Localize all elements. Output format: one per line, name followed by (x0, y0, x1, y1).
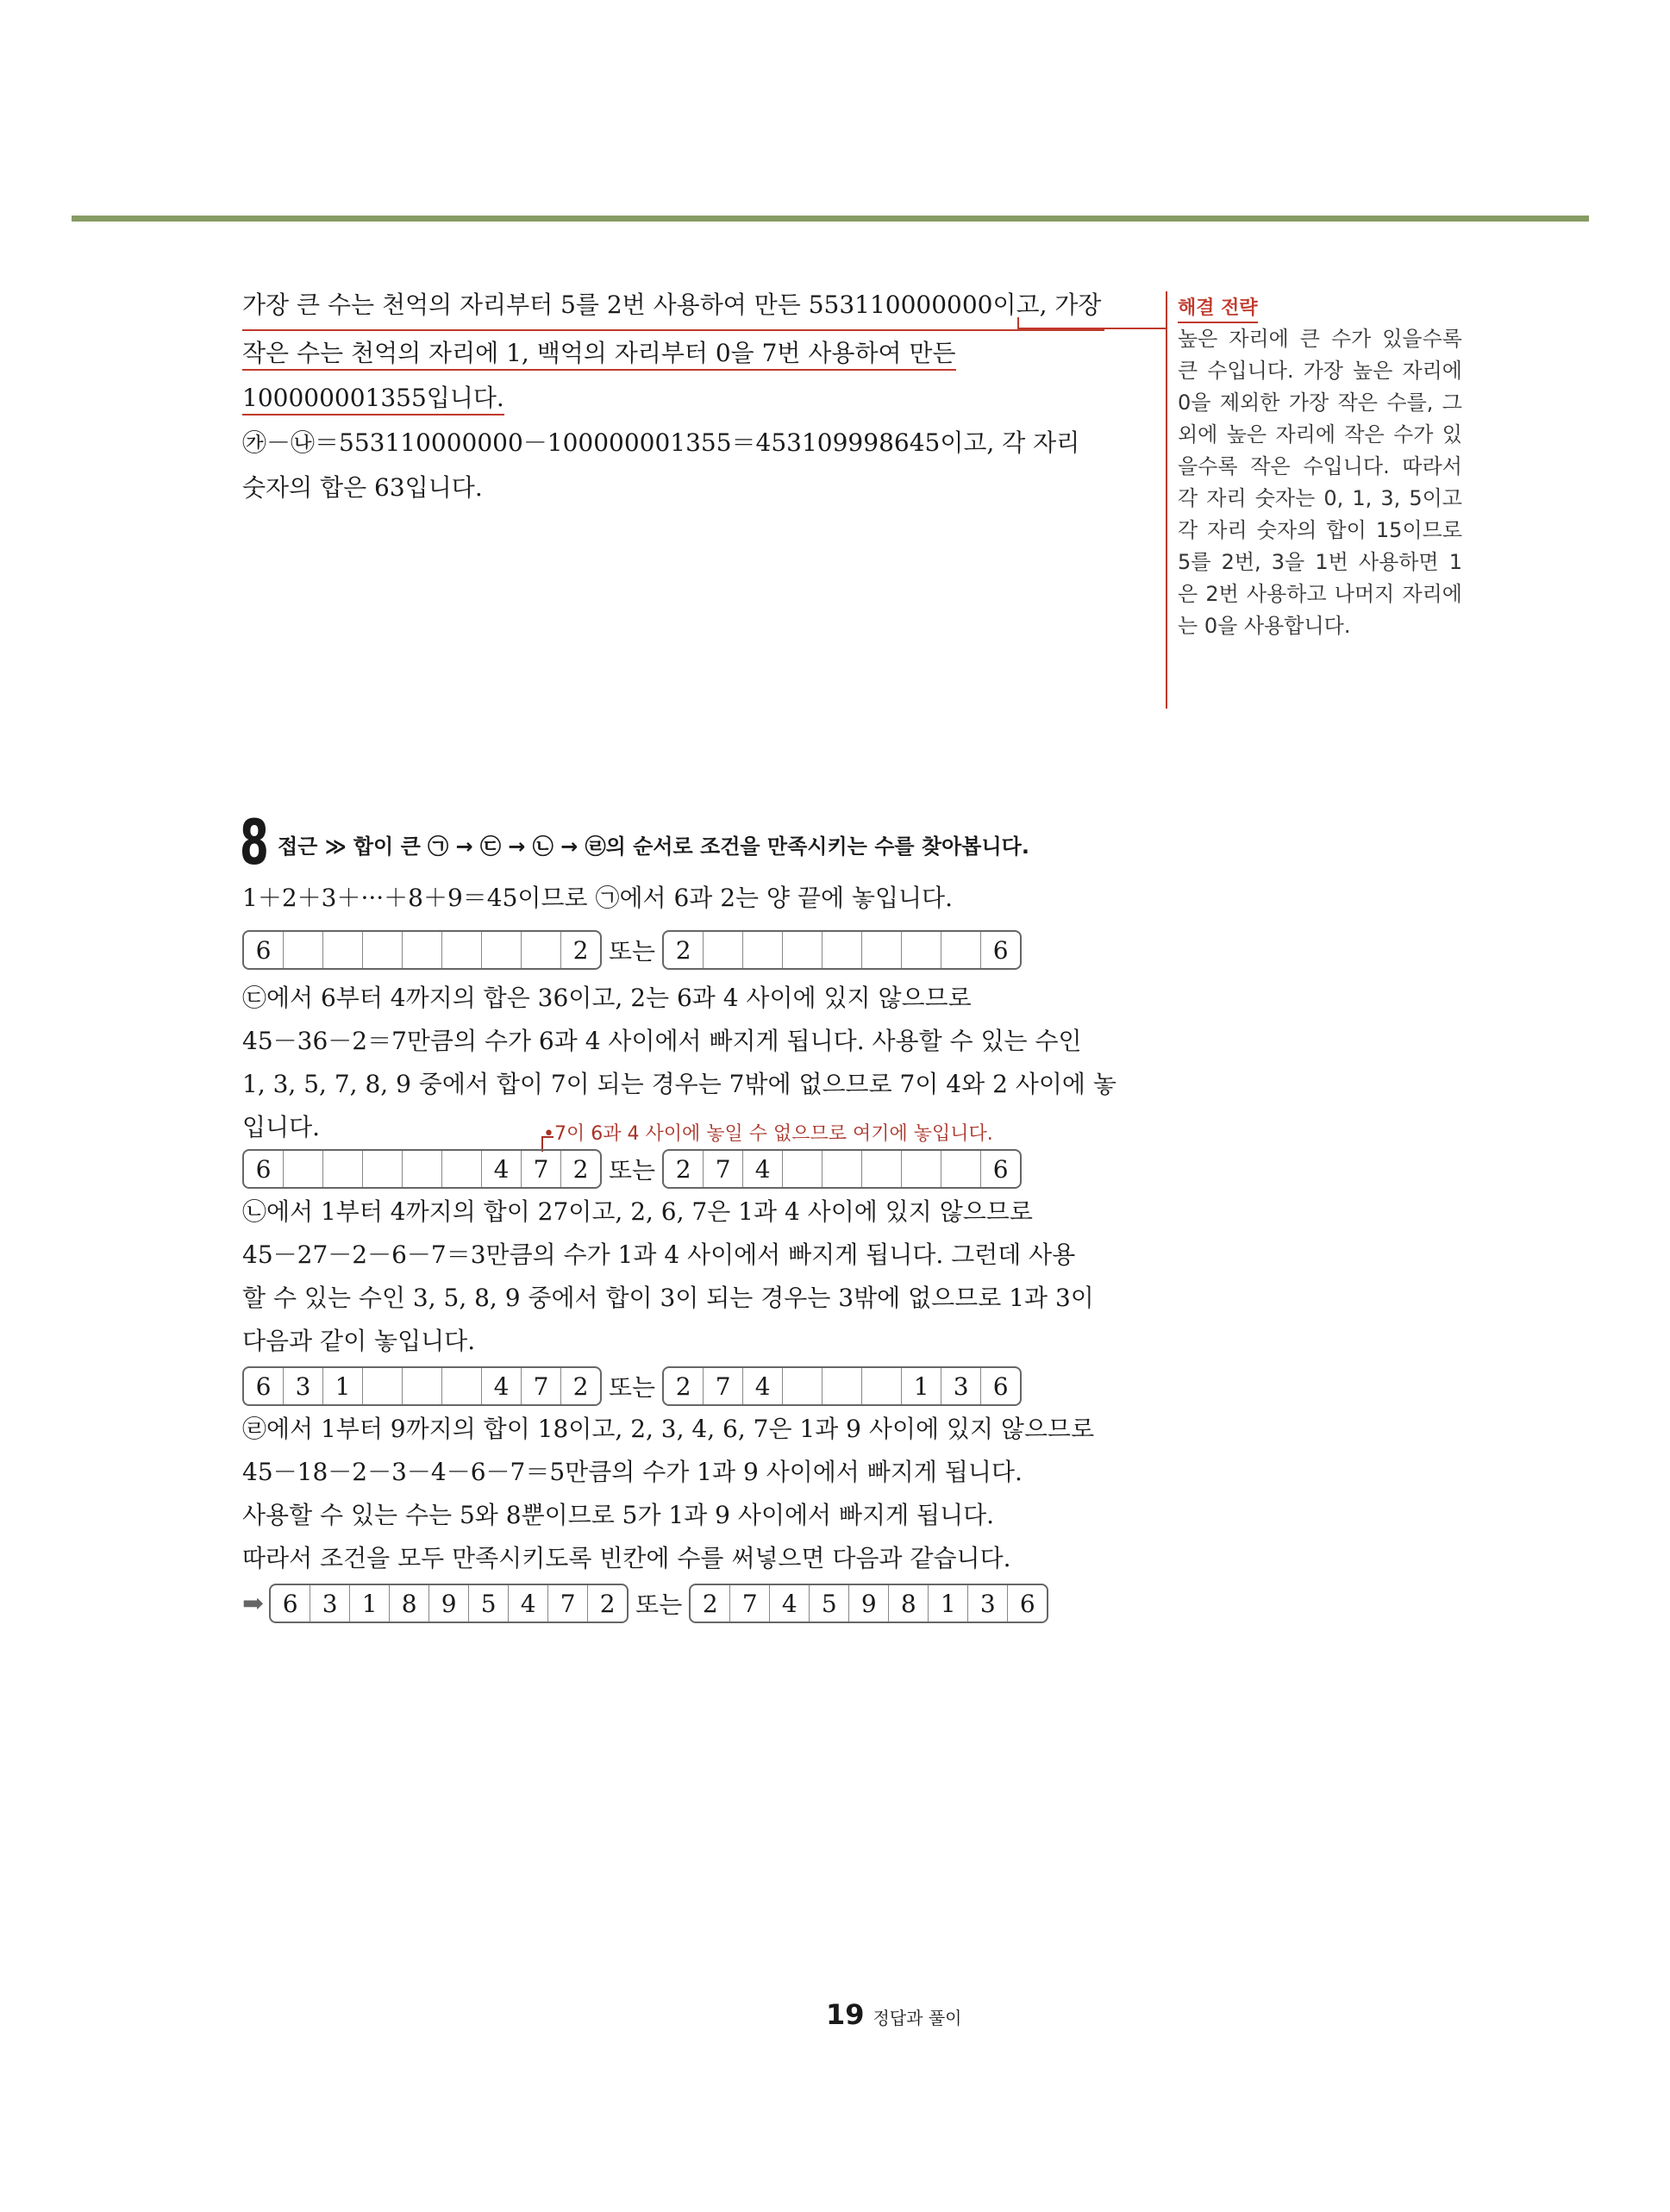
digit-cell (522, 932, 561, 968)
grid-row-2 (242, 1150, 1022, 1188)
digit-cell: 9 (429, 1585, 469, 1622)
digit-cell (743, 932, 783, 968)
digit-cell: 1 (350, 1585, 390, 1622)
digit-cell (704, 932, 743, 968)
digit-cell (902, 932, 941, 968)
digit-cell: 4 (743, 1151, 783, 1187)
page-number: 19 (826, 1998, 865, 2031)
digit-cell (862, 1368, 902, 1404)
digit-grid (689, 1584, 1048, 1623)
text-line: 사용할 수 있는 수는 5와 8뿐이므로 5가 1과 9 사이에서 빠지게 됩니다. (242, 1501, 995, 1529)
digit-cell: 7 (522, 1151, 561, 1187)
approach-label: 접근 ≫ (278, 834, 347, 859)
digit-cell (941, 1151, 981, 1187)
digit-cell: 3 (284, 1368, 323, 1404)
part1-text (242, 283, 1104, 510)
footer-label: 정답과 풀이 (873, 2008, 962, 2028)
digit-cell: 5 (469, 1585, 509, 1622)
digit-cell (822, 932, 862, 968)
page-footer (826, 1998, 962, 2031)
text-line: 1, 3, 5, 7, 8, 9 중에서 합이 7이 되는 경우는 7밖에 없으므로 7이 4와 2 사이에 놓 (242, 1070, 1116, 1098)
or-label: 또는 (635, 1590, 683, 1619)
text-line: 45－27－2－6－7＝3만큼의 수가 1과 4 사이에서 빠지게 됩니다. 그런데 사용 (242, 1240, 1076, 1269)
grid-row-4 (242, 1584, 1048, 1622)
digit-cell: 2 (664, 932, 704, 968)
digit-grid (242, 1149, 602, 1189)
digit-cell: 6 (1019, 1589, 1035, 1618)
digit-cell: 1 (323, 1368, 363, 1404)
strategy-box (1166, 291, 1462, 709)
digit-cell (941, 932, 981, 968)
digit-cell: 7 (730, 1585, 770, 1622)
top-rule (72, 216, 1589, 222)
digit-cell (284, 932, 323, 968)
digit-cell: 2 (664, 1368, 704, 1404)
digit-cell (323, 932, 363, 968)
digit-grid (662, 930, 1022, 970)
digit-cell (442, 1151, 482, 1187)
text-line: ㉡에서 1부터 4까지의 합이 27이고, 2, 6, 7은 1과 4 사이에 있지 않으므로 (242, 1197, 1033, 1226)
digit-cell (783, 1151, 822, 1187)
text-line: 45－18－2－3－4－6－7＝5만큼의 수가 1과 9 사이에서 빠지게 됩니다. (242, 1458, 1023, 1486)
approach-line (278, 829, 1029, 859)
digit-cell: 6 (244, 1151, 284, 1187)
part1-line3: 100000001355입니다. (242, 384, 504, 416)
digit-cell: 2 (572, 1372, 589, 1401)
digit-cell: 4 (770, 1585, 810, 1622)
digit-cell (783, 1368, 822, 1404)
digit-cell: 4 (509, 1585, 548, 1622)
part1-line2: 작은 수는 천억의 자리에 1, 백억의 자리부터 0을 7번 사용하여 만든 (242, 339, 956, 371)
part1-line4: ㉮－㉯＝553110000000－100000001355＝453109998645이고, 각 자리 (242, 428, 1080, 457)
digit-cell: 6 (244, 932, 284, 968)
note-annotation: •7이 6과 4 사이에 놓일 수 없으므로 여기에 놓입니다. (543, 1123, 993, 1145)
digit-cell (862, 932, 902, 968)
grid-row-3 (242, 1367, 1022, 1405)
part1-line5: 숫자의 합은 63입니다. (242, 473, 483, 502)
text-line: ㉢에서 6부터 4까지의 합은 36이고, 2는 6과 4 사이에 있지 않으므로 (242, 984, 972, 1012)
digit-cell: 4 (482, 1368, 522, 1404)
digit-grid (662, 1149, 1022, 1189)
text-line: 1＋2＋3＋···＋8＋9＝45이므로 ㉠에서 6과 2는 양 끝에 놓입니다. (242, 884, 954, 912)
text-line: 다음과 같이 놓입니다. (242, 1327, 476, 1355)
digit-cell: 3 (310, 1585, 350, 1622)
digit-grid (662, 1366, 1022, 1406)
grid-row-1 (242, 931, 1022, 969)
digit-cell (442, 1368, 482, 1404)
digit-cell: 5 (810, 1585, 849, 1622)
or-label: 또는 (609, 1156, 656, 1184)
digit-cell: 8 (889, 1585, 929, 1622)
digit-cell: 2 (599, 1589, 616, 1618)
digit-cell: 2 (572, 1154, 589, 1184)
digit-grid (242, 930, 602, 970)
digit-grid (269, 1584, 629, 1623)
text-line: 입니다. (242, 1113, 321, 1141)
digit-cell: 9 (849, 1585, 889, 1622)
digit-cell: 6 (992, 1154, 1009, 1184)
digit-cell: 8 (390, 1585, 429, 1622)
digit-cell: 6 (992, 1372, 1009, 1401)
text-line: ㉣에서 1부터 9까지의 합이 18이고, 2, 3, 4, 6, 7은 1과 9 사이에 있지 않으므로 (242, 1415, 1095, 1443)
strategy-leader-line (1017, 317, 1167, 329)
digit-cell (403, 932, 442, 968)
digit-cell (403, 1151, 442, 1187)
digit-cell: 2 (664, 1151, 704, 1187)
digit-cell (822, 1151, 862, 1187)
digit-cell: 6 (244, 1368, 284, 1404)
digit-cell: 4 (743, 1368, 783, 1404)
digit-cell: 2 (572, 935, 589, 965)
digit-cell: 1 (902, 1368, 941, 1404)
text-line: 따라서 조건을 모두 만족시키도록 빈칸에 수를 써넣으면 다음과 같습니다. (242, 1544, 1011, 1572)
digit-cell (323, 1151, 363, 1187)
digit-cell (403, 1368, 442, 1404)
digit-cell (482, 932, 522, 968)
digit-cell (862, 1151, 902, 1187)
part1-line1: 가장 큰 수는 천억의 자리부터 5를 2번 사용하여 만든 553110000000이고, 가장 (242, 283, 1104, 331)
digit-cell (442, 932, 482, 968)
digit-cell: 7 (704, 1368, 743, 1404)
digit-cell: 1 (929, 1585, 968, 1622)
digit-cell: 6 (271, 1585, 310, 1622)
or-label: 또는 (609, 937, 656, 965)
digit-cell: 6 (992, 935, 1009, 965)
digit-cell (822, 1368, 862, 1404)
strategy-title: 해결 전략 (1178, 296, 1258, 323)
digit-cell (363, 1368, 403, 1404)
approach-text: 합이 큰 ㉠ → ㉢ → ㉡ → ㉣의 순서로 조건을 만족시키는 수를 찾아봅니다. (353, 834, 1029, 859)
result-arrow-icon: ➡ (242, 1588, 265, 1619)
strategy-body: 높은 자리에 큰 수가 있을수록 큰 수입니다. 가장 높은 자리에 0을 제외한 가장 작은 수를, 그 외에 높은 자리에 작은 수가 있을수록 작은 수입니다. 따라서 각 자리 숫자는 0, 1, 3, 5이고 각 자리 숫자의 합이 15이므로 5를 2번, 3을 1번 사용하면 1은 2번 사용하고 나머지 자리에는 0을 사용합니다. (1178, 327, 1462, 638)
or-label: 또는 (609, 1373, 656, 1402)
digit-cell (783, 932, 822, 968)
digit-grid (242, 1366, 602, 1406)
digit-cell (902, 1151, 941, 1187)
digit-cell: 3 (968, 1585, 1008, 1622)
text-line: 45－36－2＝7만큼의 수가 6과 4 사이에서 빠지게 됩니다. 사용할 수 있는 수인 (242, 1027, 1082, 1055)
digit-cell (363, 932, 403, 968)
digit-cell: 4 (482, 1151, 522, 1187)
text-line: 할 수 있는 수인 3, 5, 8, 9 중에서 합이 3이 되는 경우는 3밖에 없으므로 1과 3이 (242, 1284, 1094, 1312)
digit-cell (363, 1151, 403, 1187)
digit-cell: 2 (691, 1585, 730, 1622)
digit-cell (284, 1151, 323, 1187)
digit-cell: 7 (522, 1368, 561, 1404)
digit-cell: 7 (704, 1151, 743, 1187)
digit-cell: 7 (548, 1585, 588, 1622)
digit-cell: 3 (941, 1368, 981, 1404)
problem-number: 8 (240, 806, 269, 878)
